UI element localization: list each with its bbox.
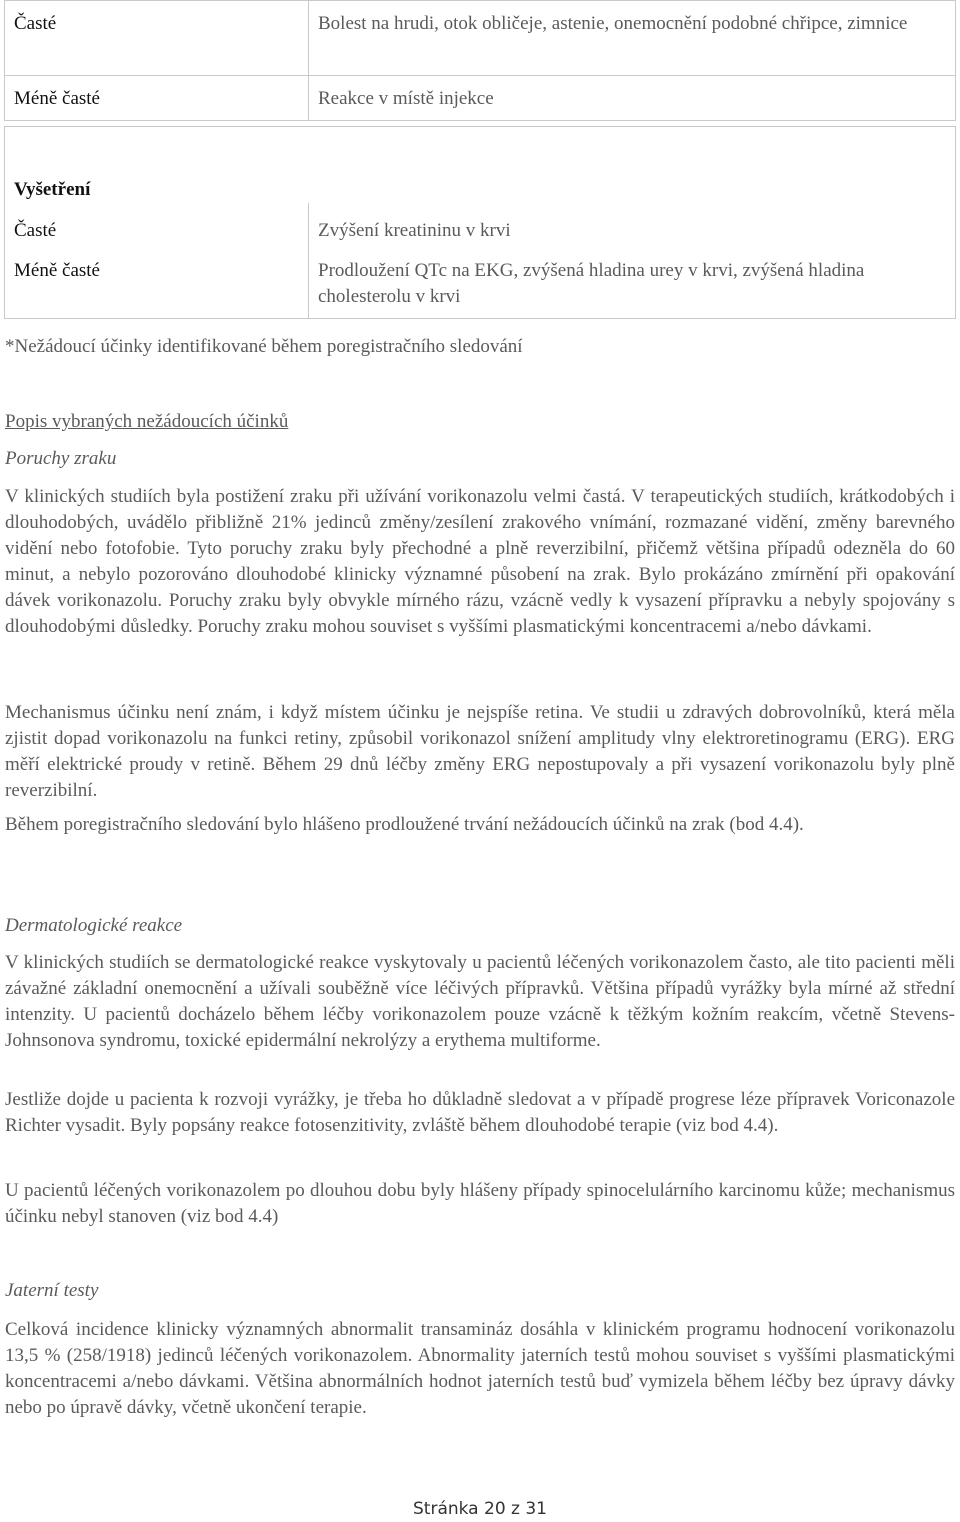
adverse-effects-table-top <box>4 0 956 121</box>
paragraph: Mechanismus účinku není znám, i když místem účinku je nejspíše retina. Ve studii u zdravých dobrovolníků, která měla zjistit dopad vorikonazolu na funkci retiny, způsobil vorikonazol snížení amplitudy vlny elektroretinogramu (ERG). ERG měří elektrické proudy v retině. Během 29 dnů léčby změny ERG nepostupovaly a při vysazení vorikonazolu byly plně reverzibilní. <box>5 702 955 801</box>
effect-cell: Bolest na hrudi, otok obličeje, astenie, onemocnění podobné chřipce, zimnice <box>309 1 956 76</box>
subsection-title-liver: Jaterní testy <box>5 1280 99 1301</box>
section-heading: Popis vybraných nežádoucích účinků <box>5 411 289 432</box>
paragraph: Jestliže dojde u pacienta k rozvoji vyrážky, je třeba ho důkladně sledovat a v případě progrese léze přípravek Voriconazole Richter vysadit. Byly popsány reakce fotosenzitivity, zvláště během dlouhodobé terapie (viz bod 4.4). <box>5 1089 955 1136</box>
table-row <box>5 203 956 244</box>
table-section-row <box>5 127 956 204</box>
paragraph: U pacientů léčených vorikonazolem po dlouhou dobu byly hlášeny případy spinocelulárního karcinomu kůže; mechanismus účinku nebyl stanoven (viz bod 4.4) <box>5 1180 955 1227</box>
adverse-effects-table-section <box>4 126 956 319</box>
frequency-cell: Časté <box>5 203 309 244</box>
paragraph: Celková incidence klinicky významných abnormalit transamináz dosáhla v klinickém programu hodnocení vorikonazolu 13,5 % (258/1918) jedinců léčených vorikonazolem. Abnormality jaterních testů mohou souviset s vyššími plasmatickými koncentracemi a/nebo dávkami. Většina abnormálních hodnot jaterních testů buď vymizela během léčby bez úpravy dávky nebo po úpravě dávky, včetně ukončení terapie. <box>5 1319 955 1418</box>
frequency-cell: Méně časté <box>5 76 309 121</box>
table-row <box>5 1 956 76</box>
effect-cell: Prodloužení QTc na EKG, zvýšená hladina urey v krvi, zvýšená hladina cholesterolu v krvi <box>309 244 956 319</box>
subsection-title-derm: Dermatologické reakce <box>5 915 183 936</box>
frequency-cell: Časté <box>5 1 309 76</box>
effect-cell: Reakce v místě injekce <box>309 76 956 121</box>
table-row <box>5 76 956 121</box>
subsection-title-eyes: Poruchy zraku <box>5 448 117 469</box>
effect-cell: Zvýšení kreatininu v krvi <box>309 203 956 244</box>
paragraph: V klinických studiích se dermatologické reakce vyskytovaly u pacientů léčených vorikonazolem často, ale tito pacienti měli závažné základní onemocnění a užívali souběžně více léčivých přípravků. Většina případů vyrážky byla mírné až střední intenzity. U pacientů docházelo během léčby vorikonazolem pouze vzácně k těžkým kožním reakcím, včetně Stevens-Johnsonova syndromu, toxické epidermální nekrolýzy a erythema multiforme. <box>5 952 955 1051</box>
page-footer: Stránka 20 z 31 <box>413 1499 547 1519</box>
section-label: Vyšetření <box>5 127 956 204</box>
paragraph: V klinických studiích byla postižení zraku při užívání vorikonazolu velmi častá. V terapeutických studiích, krátkodobých i dlouhodobých, uvádělo přibližně 21% jedinců změny/zesílení zrakového vnímání, rozmazané vidění, změny barevného vidění nebo fotofobie. Tyto poruchy zraku byly přechodné a plně reverzibilní, přičemž většina případů odezněla do 60 minut, a nebylo pozorováno dlouhodobé klinicky významné působení na zrak. Bylo prokázáno zmírnění při opakování dávek vorikonazolu. Poruchy zraku byly obvykle mírného rázu, vzácně vedly k vysazení přípravku a nebyly spojovány s dlouhodobými důsledky. Poruchy zraku mohou souviset s vyššími plasmatickými koncentracemi a/nebo dávkami. <box>5 486 955 637</box>
paragraph: Během poregistračního sledování bylo hlášeno prodloužené trvání nežádoucích účinků na zrak (bod 4.4). <box>5 814 804 835</box>
frequency-cell: Méně časté <box>5 244 309 319</box>
table-row <box>5 244 956 319</box>
footnote: *Nežádoucí účinky identifikované během poregistračního sledování <box>5 336 523 357</box>
